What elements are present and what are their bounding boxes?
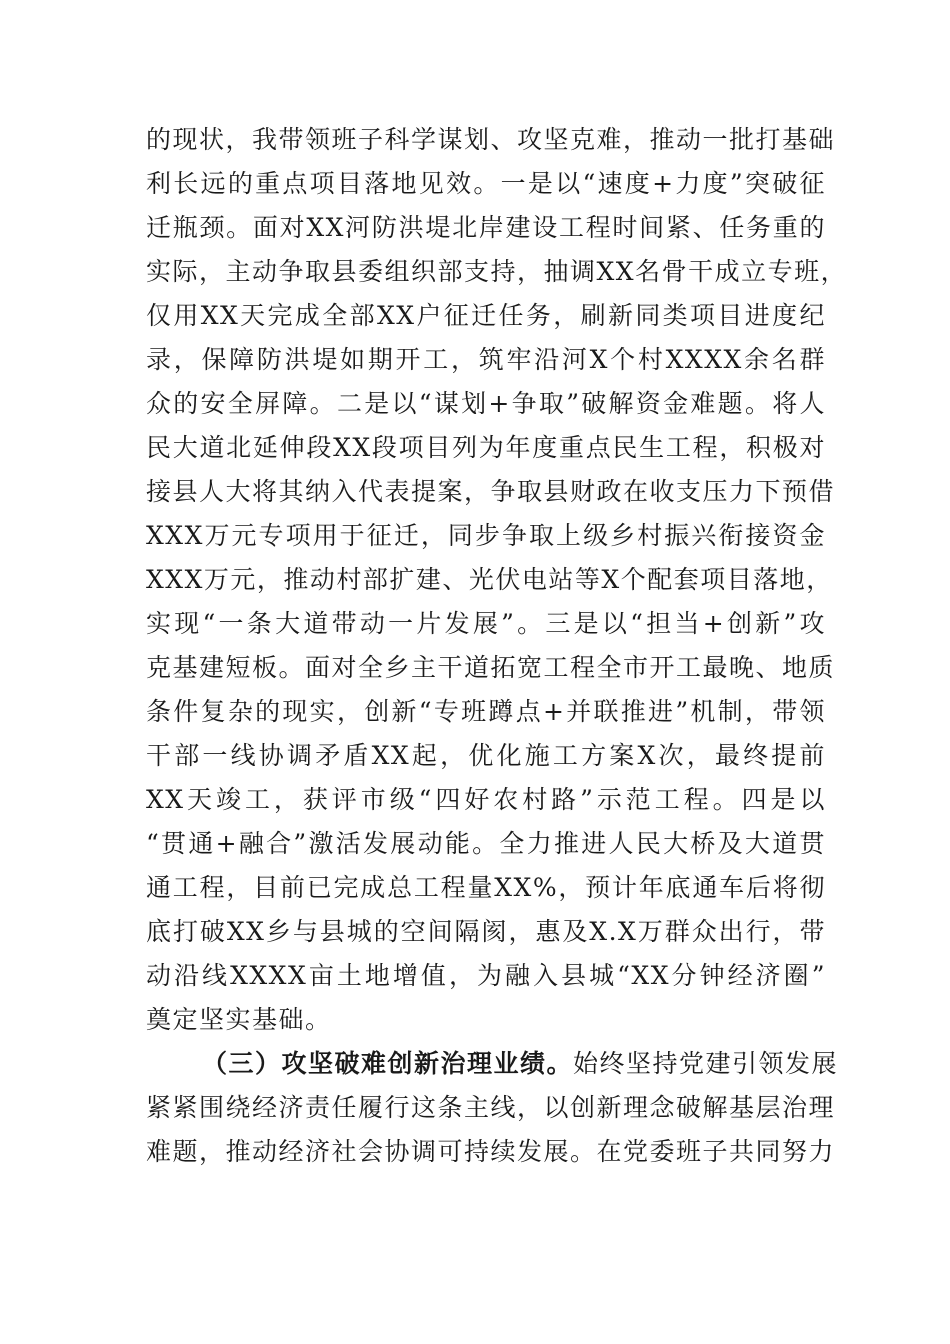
text-line: 众的安全屏障。二是以“谋划+争取”破解资金难题。将人	[146, 389, 826, 418]
text-line: 难题，推动经济社会协调可持续发展。在党委班子共同努力	[146, 1137, 836, 1166]
text-line: 迁瓶颈。面对XX河防洪堤北岸建设工程时间紧、任务重的	[146, 213, 826, 242]
text-line: 利长远的重点项目落地见效。一是以“速度+力度”突破征	[146, 169, 826, 198]
text-line: 录，保障防洪堤如期开工，筑牢沿河X个村XXXX余名群	[146, 345, 826, 374]
text-line: 底打破XX乡与县城的空间隔阂，惠及X.X万群众出行，带	[146, 917, 826, 946]
text-line: 接县人大将其纳入代表提案，争取县财政在收支压力下预借	[146, 477, 836, 506]
text-line: XXX万元，推动村部扩建、光伏电站等X个配套项目落地，	[146, 565, 833, 594]
text-line: 通工程，目前已完成总工程量XX%，预计年底通车后将彻	[146, 873, 826, 902]
text-line: 民大道北延伸段XX段项目列为年度重点民生工程，积极对	[146, 433, 826, 462]
text-line: 仅用XX天完成全部XX户征迁任务，刷新同类项目进度纪	[146, 301, 826, 330]
text-line: 干部一线协调矛盾XX起，优化施工方案X次，最终提前	[146, 741, 826, 770]
body-text	[146, 118, 848, 1174]
text-line: 动沿线XXXX亩土地增值，为融入县城“XX分钟经济圈”	[146, 961, 826, 990]
text-line: XXX万元专项用于征迁，同步争取上级乡村振兴衔接资金	[146, 521, 826, 550]
text-line: “贯通+融合”激活发展动能。全力推进人民大桥及大道贯	[146, 829, 826, 858]
text-line: 条件复杂的现实，创新“专班蹲点+并联推进”机制，带领	[146, 697, 826, 726]
text-line: 实际，主动争取县委组织部支持，抽调XX名骨干成立专班，	[146, 257, 848, 286]
text-line: XX天竣工，获评市级“四好农村路”示范工程。四是以	[146, 785, 826, 814]
section-heading-rest: 始终坚持党建引领发展	[573, 1049, 839, 1078]
text-line: 的现状，我带领班子科学谋划、攻坚克难，推动一批打基础	[146, 125, 836, 154]
section-heading: （三）攻坚破难创新治理业绩。	[202, 1049, 574, 1078]
section-heading-line	[146, 1042, 839, 1086]
text-line: 奠定坚实基础。	[146, 1005, 332, 1034]
text-line: 克基建短板。面对全乡主干道拓宽工程全市开工最晚、地质	[146, 653, 836, 682]
text-line: 紧紧围绕经济责任履行这条主线，以创新理念破解基层治理	[146, 1093, 836, 1122]
text-line: 实现“一条大道带动一片发展”。三是以“担当+创新”攻	[146, 609, 826, 638]
